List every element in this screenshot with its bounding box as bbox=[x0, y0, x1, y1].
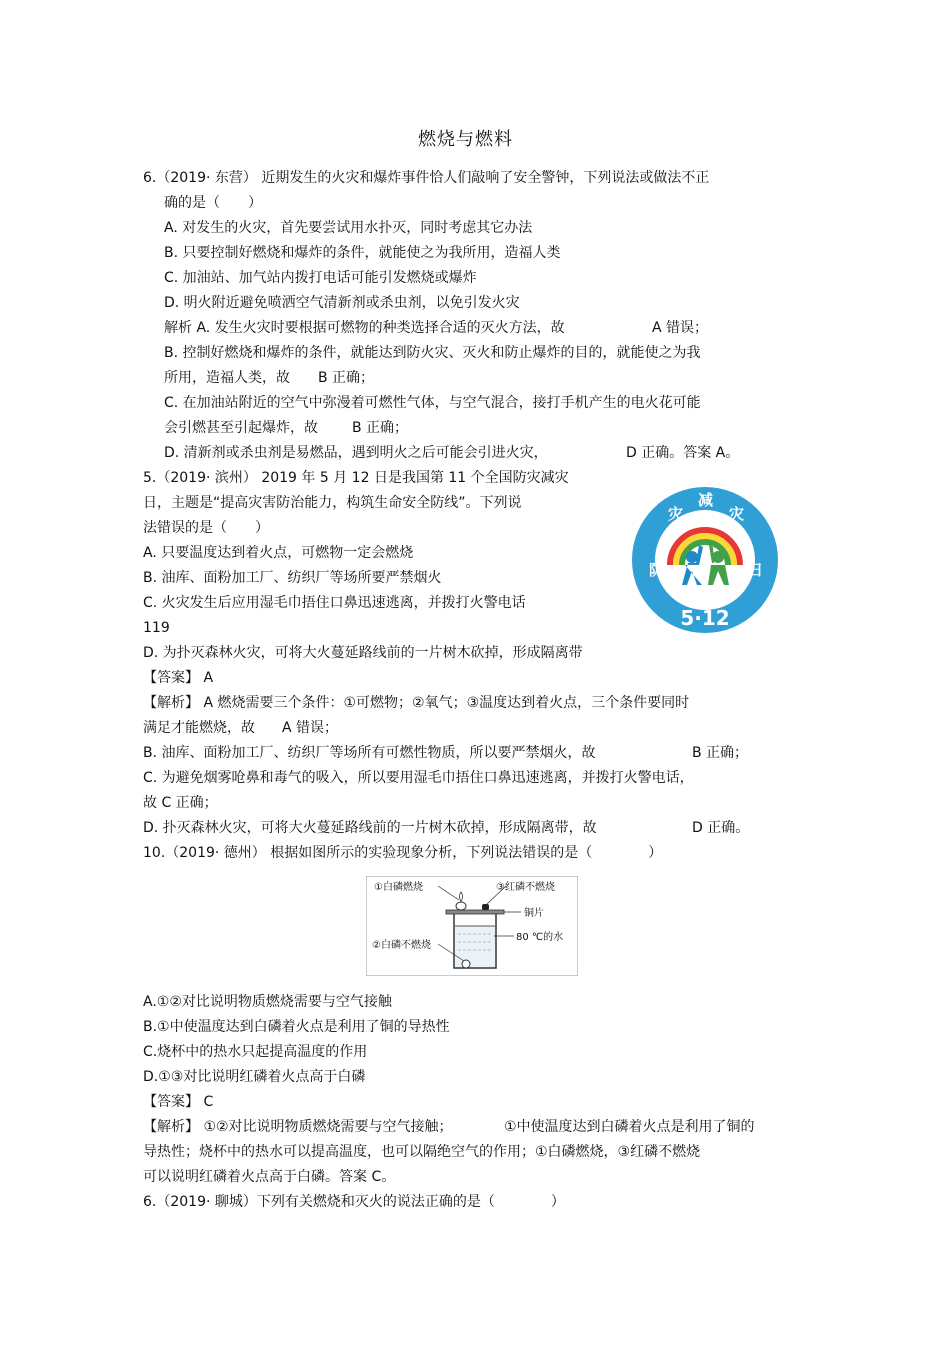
svg-text:灾: 灾 bbox=[729, 505, 745, 523]
q1-explanation-5: 会引燃甚至引起爆炸，故 bbox=[164, 420, 318, 436]
q1-explanation-1: 解析 A. 发生火灾时要根据可燃物的种类选择合适的灭火方法，故 bbox=[164, 320, 565, 336]
q2-explanation-2: 满足才能燃烧，故 bbox=[143, 720, 255, 736]
q3-answer: 【答案】 C bbox=[143, 1094, 214, 1110]
q3-option-c: C.烧杯中的热水只起提高温度的作用 bbox=[143, 1044, 368, 1060]
q2-explanation-4: C. 为避免烟雾呛鼻和毒气的吸入，所以要用湿毛巾捂住口鼻迅速逃离，并拨打火警电话， bbox=[143, 770, 694, 786]
q4-stem: 6.（2019· 聊城）下列有关燃烧和灭火的说法正确的是（ ） bbox=[143, 1194, 565, 1210]
q3-option-d: D.①③对比说明红磷着火点高于白磷 bbox=[143, 1069, 366, 1085]
fig-label-red-phosphorus: ③红磷不燃烧 bbox=[496, 882, 555, 893]
q1-stem-cont: 确的是（ ） bbox=[164, 195, 262, 211]
q3-explanation-3: 可以说明红磷着火点高于白磷。答案 C。 bbox=[143, 1169, 396, 1185]
q2-explanation-2b: A 错误； bbox=[282, 720, 339, 736]
q2-explanation-5: 故 C 正确； bbox=[143, 795, 218, 811]
disaster-prevention-day-logo bbox=[630, 485, 780, 635]
svg-text:灾: 灾 bbox=[668, 505, 684, 523]
q2-stem-cont: 日，主题是“提高灾害防治能力，构筑生命安全防线”。下列说 bbox=[143, 495, 522, 511]
fig-label-white-phosphorus-water: ②白磷不燃烧 bbox=[372, 940, 431, 951]
q2-explanation-6b: D 正确。 bbox=[692, 820, 750, 836]
q1-option-d: D. 明火附近避免喷洒空气清新剂或杀虫剂，以免引发火灾 bbox=[164, 295, 520, 311]
q3-option-a: A.①②对比说明物质燃烧需要与空气接触 bbox=[143, 994, 392, 1010]
q1-explanation-4: C. 在加油站附近的空气中弥漫着可燃性气体，与空气混合，接打手机产生的电火花可能 bbox=[164, 395, 701, 411]
q2-explanation-6: D. 扑灭森林火灾，可将大火蔓延路线前的一片树木砍掉，形成隔离带，故 bbox=[143, 820, 597, 836]
q2-stem-cont2: 法错误的是（ ） bbox=[143, 520, 269, 536]
q2-option-d: D. 为扑灭森林火灾，可将大火蔓延路线前的一片树木砍掉，形成隔离带 bbox=[143, 645, 583, 661]
q2-answer: 【答案】 A bbox=[143, 670, 214, 686]
q2-option-c-cont: 119 bbox=[143, 620, 170, 636]
q2-stem: 5.（2019· 滨州） 2019 年 5 月 12 日是我国第 11 个全国防灾减灾 bbox=[143, 470, 569, 486]
q2-explanation-3: B. 油库、面粉加工厂、纺织厂等场所有可燃性物质，所以要严禁烟火，故 bbox=[143, 745, 596, 761]
q3-option-b: B.①中使温度达到白磷着火点是利用了铜的导热性 bbox=[143, 1019, 450, 1035]
q1-option-c: C. 加油站、加气站内拨打电话可能引发燃烧或爆炸 bbox=[164, 270, 477, 286]
q2-option-c: C. 火灾发生后应用湿毛巾捂住口鼻迅速逃离，并拨打火警电话 bbox=[143, 595, 526, 611]
svg-text:减: 减 bbox=[698, 491, 714, 509]
q1-explanation-1b: A 错误； bbox=[652, 320, 709, 336]
q1-option-a: A. 对发生的火灾，首先要尝试用水扑灭，同时考虑其它办法 bbox=[164, 220, 533, 236]
fig-label-white-phosphorus-burning: ①白磷燃烧 bbox=[374, 882, 423, 893]
q3-explanation-2: 导热性；烧杯中的热水可以提高温度，也可以隔绝空气的作用；①白磷燃烧，③红磷不燃烧 bbox=[143, 1144, 701, 1160]
q3-explanation-1b: ①中使温度达到白磷着火点是利用了铜的 bbox=[504, 1119, 755, 1135]
q1-explanation-6: D. 清新剂或杀虫剂是易燃品，遇到明火之后可能会引进火灾， bbox=[164, 445, 548, 461]
q2-explanation-1: 【解析】 A 燃烧需要三个条件：①可燃物；②氧气；③温度达到着火点，三个条件要同时 bbox=[143, 695, 690, 711]
q1-explanation-6b: D 正确。答案 A。 bbox=[626, 445, 740, 461]
fig-label-copper-plate: 铜片 bbox=[524, 908, 544, 919]
q3-stem: 10.（2019· 德州） 根据如图所示的实验现象分析，下列说法错误的是（ ） bbox=[143, 845, 663, 861]
q1-explanation-5b: B 正确； bbox=[352, 420, 409, 436]
svg-text:日: 日 bbox=[748, 561, 764, 579]
q1-explanation-3: 所用，造福人类，故 bbox=[164, 370, 290, 386]
q2-option-a: A. 只要温度达到着火点，可燃物一定会燃烧 bbox=[143, 545, 414, 561]
combustion-experiment-figure bbox=[366, 876, 578, 976]
q3-explanation-1: 【解析】 ①②对比说明物质燃烧需要与空气接触； bbox=[143, 1119, 453, 1135]
q2-explanation-3b: B 正确； bbox=[692, 745, 749, 761]
q1-explanation-3b: B 正确； bbox=[318, 370, 375, 386]
q1-stem: 6.（2019· 东营） 近期发生的火灾和爆炸事件恰人们敲响了安全警钟，下列说法或做法不正 bbox=[143, 170, 710, 186]
page-title: 燃烧与燃料 bbox=[418, 129, 513, 150]
q2-option-b: B. 油库、面粉加工厂、纺织厂等场所要严禁烟火 bbox=[143, 570, 442, 586]
svg-text:防: 防 bbox=[649, 561, 665, 579]
fig-label-hot-water: 80 ℃的水 bbox=[516, 932, 564, 943]
q1-option-b: B. 只要控制好燃烧和爆炸的条件，就能使之为我所用，造福人类 bbox=[164, 245, 561, 261]
q1-explanation-2: B. 控制好燃烧和爆炸的条件，就能达到防火灾、灭火和防止爆炸的目的，就能使之为我 bbox=[164, 345, 701, 361]
logo-date: 5·12 bbox=[680, 606, 730, 630]
